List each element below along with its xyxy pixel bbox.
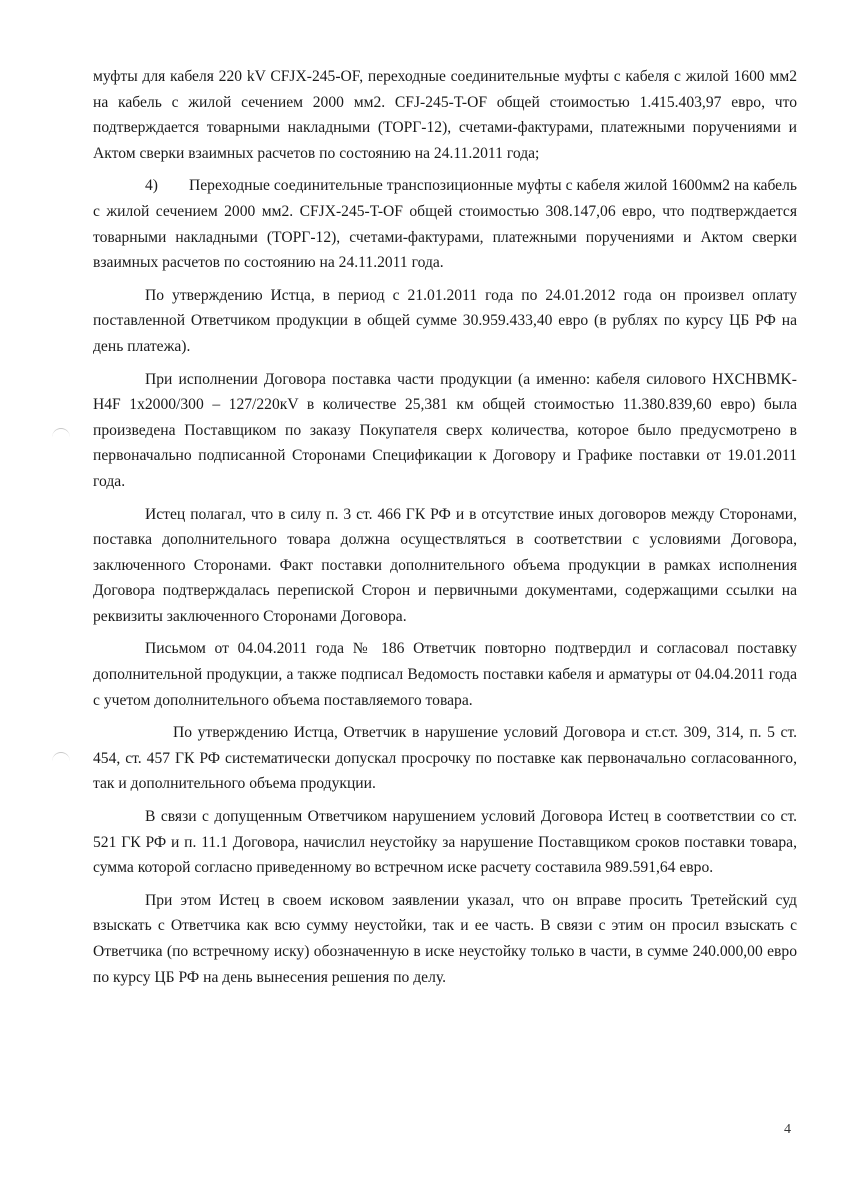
list-number: 4) — [145, 177, 158, 195]
paragraph-claim: При этом Истец в своем исковом заявлении указал, что он вправе просить Третейский суд взыскать с Ответчика как всю сумму неустойки, так и ее часть. В связи с этим он просил взыскать с Ответчика (по встречному иску) обозначенную в иске неустойку только в части, в сумме 240.000,00 евро по курсу ЦБ РФ на день вынесения решения по делу. — [93, 891, 797, 986]
paragraph-continuation: муфты для кабеля 220 kV CFJX-245-OF, переходные соединительные муфты с кабеля с жилой 1600 мм2 на кабель с жилой сечением 2000 мм2. CFJ-245-T-OF общей стоимостью 1.415.403,97 евро, что подтверждается товарными накладными (ТОРГ-12), счетами-фактурами, платежными поручениями и Актом сверки взаимных расчетов по состоянию на 24.11.2011 года; — [93, 68, 797, 162]
list-item-4 — [93, 173, 797, 275]
paragraph-letter: Письмом от 04.04.2011 года № 186 Ответчик повторно подтвердил и согласовал поставку дополнительной продукции, а также подписал Ведомость поставки кабеля и арматуры от 04.04.2011 года с учетом дополнительного объема поставляемого товара. — [93, 640, 797, 709]
paragraph-payment: По утверждению Истца, в период с 21.01.2011 года по 24.01.2012 года он произвел оплату поставленной Ответчиком продукции в общей сумме 30.959.433,40 евро (в рублях по курсу ЦБ РФ на день платежа). — [93, 286, 797, 355]
hole-punch-mark — [52, 752, 70, 771]
list-item-text: Переходные соединительные транспозиционные муфты с кабеля жилой 1600мм2 на кабель с жилой сечением 2000 мм2. CFJX-245-T-OF общей стоимостью 308.147,06 евро, что подтверждается товарными накладными (ТОРГ-12), счетами-фактурами, платежными поручениями и Актом сверки взаимных расчетов по состоянию на 24.11.2011 года. — [93, 177, 797, 272]
paragraph-plaintiff-position: Истец полагал, что в силу п. 3 ст. 466 ГК РФ и в отсутствие иных договоров между Сторонами, поставка дополнительного товара должна осуществляться в соответствии с условиями Договора, заключенного Сторонами. Факт поставки дополнительного объема продукции в рамках исполнения Договора подтверждалась перепиской Сторон и первичными документами, содержащими ссылки на реквизиты заключенного Сторонами Договора. — [93, 505, 797, 625]
hole-punch-mark — [52, 428, 70, 447]
paragraph-delay: По утверждению Истца, Ответчик в нарушение условий Договора и ст.ст. 309, 314, п. 5 ст. 454, ст. 457 ГК РФ систематически допускал просрочку по поставке как первоначально согласованного, так и дополнительного объема продукции. — [93, 724, 797, 793]
paragraph-extra-delivery: При исполнении Договора поставка части продукции (а именно: кабеля силового HXCHBMK-H4F 1x2000/300 – 127/220кV в количестве 25,381 км общей стоимостью 11.380.839,60 евро) была произведена Поставщиком по заказу Покупателя сверх количества, которое было предусмотрено в первоначально подписанной Сторонами Спецификации к Договору и Графике поставки от 19.01.2011 года. — [93, 370, 797, 490]
document-page — [93, 64, 797, 997]
paragraph-penalty: В связи с допущенным Ответчиком нарушением условий Договора Истец в соответствии со ст. 521 ГК РФ и п. 11.1 Договора, начислил неустойку за нарушение Поставщиком сроков поставки товара, сумма которой согласно приведенному во встречном иске расчету составила 989.591,64 евро. — [93, 808, 797, 877]
page-number: 4 — [784, 1122, 791, 1137]
